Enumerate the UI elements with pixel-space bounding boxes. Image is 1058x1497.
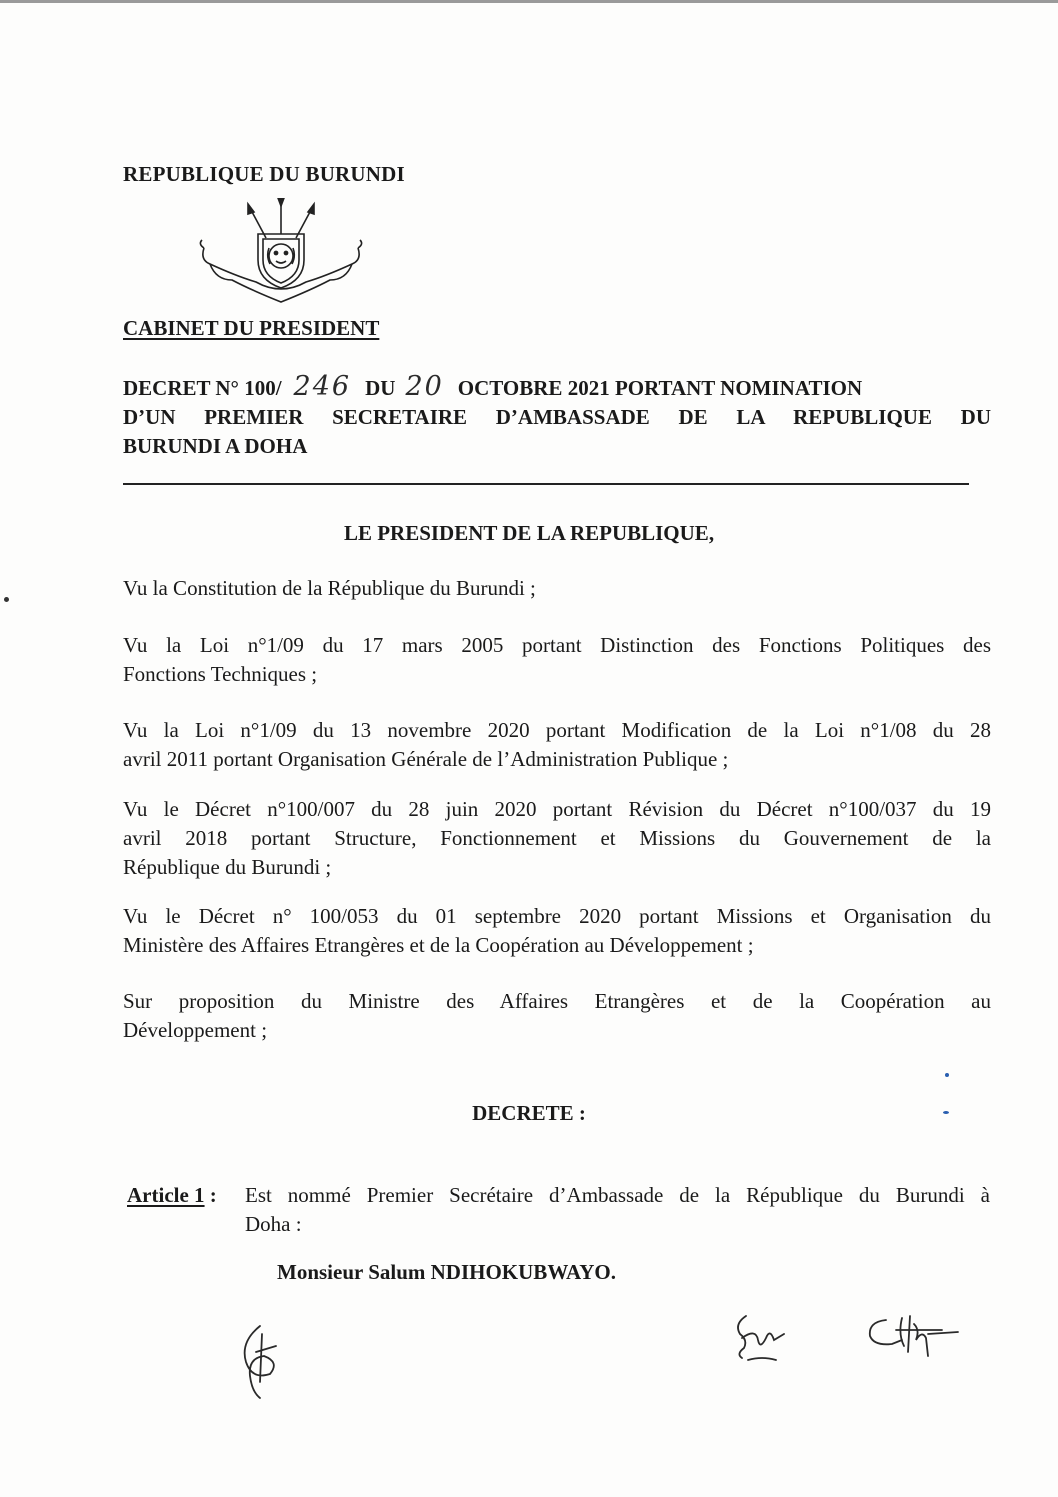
nominee-name: Monsieur Salum NDIHOKUBWAYO. xyxy=(277,1260,616,1284)
president-heading: LE PRESIDENT DE LA REPUBLIQUE, xyxy=(343,521,715,545)
article-1-line-1: Est nommé Premier Secrétaire d’Ambassade de la République du Burundi à xyxy=(245,1183,990,1207)
decree-title-line-1 xyxy=(123,372,991,403)
decree-title-rest: OCTOBRE 2021 PORTANT NOMINATION xyxy=(457,376,863,400)
vu-decret-100-053 xyxy=(123,902,991,960)
article-1-colon: : xyxy=(204,1183,217,1207)
scan-speck xyxy=(943,1111,949,1114)
scan-top-edge xyxy=(0,0,1058,3)
vu-constitution-text: Vu la Constitution de la République du Burundi ; xyxy=(123,576,536,600)
decree-du: DU xyxy=(365,376,396,400)
vu-loi-2020-line-2: avril 2011 portant Organisation Générale de l’Administration Publique ; xyxy=(123,747,729,771)
decree-title-line-3: BURUNDI A DOHA xyxy=(123,434,308,458)
sur-proposition-line-2: Développement ; xyxy=(123,1018,268,1042)
decrete-heading: DECRETE : xyxy=(472,1101,586,1125)
vu-decret-2020 xyxy=(123,795,991,882)
vu-loi-2005 xyxy=(123,631,991,689)
article-1-number: Article 1 xyxy=(127,1183,205,1207)
initials-signature-left-icon xyxy=(230,1322,290,1402)
handwritten-decree-number: 246 xyxy=(293,371,352,402)
vu-decret-2020-line-2: avril 2018 portant Structure, Fonctionnement et Missions du Gouvernement de la xyxy=(123,826,991,850)
sur-proposition-line-1: Sur proposition du Ministre des Affaires Etrangères et de la Coopération au xyxy=(123,989,991,1013)
cabinet-header: CABINET DU PRESIDENT xyxy=(123,316,380,340)
initials-signature-right-icon xyxy=(862,1310,962,1366)
decree-number-prefix: DECRET N° 100/ xyxy=(123,376,282,400)
article-1-label xyxy=(127,1181,217,1210)
vu-decret-100-053-line-1: Vu le Décret n° 100/053 du 01 septembre 2020 portant Missions et Organisation du xyxy=(123,904,991,928)
republic-header: REPUBLIQUE DU BURUNDI xyxy=(123,162,405,186)
vu-loi-2020 xyxy=(123,716,991,774)
coat-of-arms-seal-icon xyxy=(196,198,366,308)
vu-decret-100-053-line-2: Ministère des Affaires Etrangères et de la Coopération au Développement ; xyxy=(123,933,754,957)
vu-loi-2005-line-2: Fonctions Techniques ; xyxy=(123,662,318,686)
title-separator-rule xyxy=(123,483,969,485)
decree-title xyxy=(123,372,991,461)
vu-loi-2005-line-1: Vu la Loi n°1/09 du 17 mars 2005 portant Distinction des Fonctions Politiques des xyxy=(123,633,991,657)
initials-signature-middle-icon xyxy=(728,1310,790,1366)
scan-speck xyxy=(945,1073,949,1077)
handwritten-day: 20 xyxy=(405,371,444,402)
decree-title-line-2: D’UN PREMIER SECRETAIRE D’AMBASSADE DE LA REPUBLIQUE DU xyxy=(123,405,991,429)
vu-decret-2020-line-3: République du Burundi ; xyxy=(123,855,332,879)
scan-speck xyxy=(4,597,9,602)
vu-constitution xyxy=(123,574,991,603)
article-1-line-2: Doha : xyxy=(245,1212,302,1236)
vu-loi-2020-line-1: Vu la Loi n°1/09 du 13 novembre 2020 portant Modification de la Loi n°1/08 du 28 xyxy=(123,718,991,742)
vu-decret-2020-line-1: Vu le Décret n°100/007 du 28 juin 2020 portant Révision du Décret n°100/037 du 19 xyxy=(123,797,991,821)
sur-proposition xyxy=(123,987,991,1045)
article-1-text xyxy=(245,1181,990,1239)
